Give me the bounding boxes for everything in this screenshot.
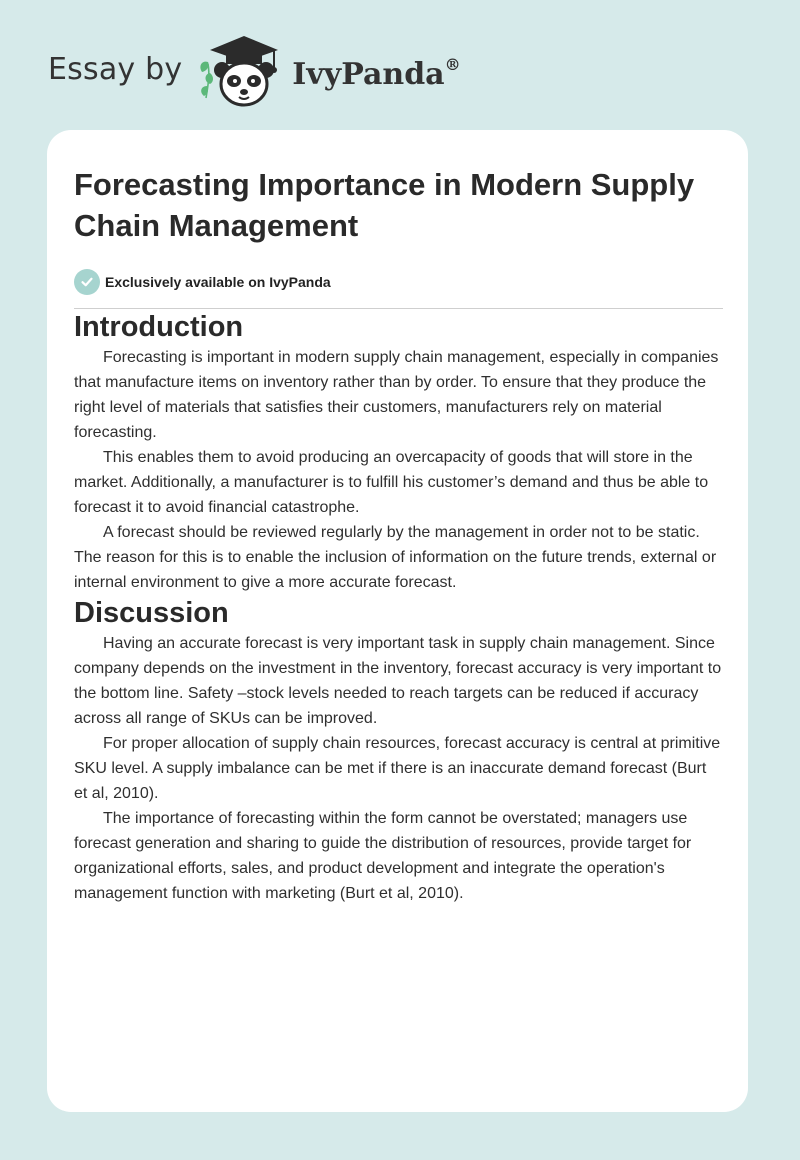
paragraph: For proper allocation of supply chain resources, forecast accuracy is central at primitive SKU level. A supply imbalance can be met if there is an inaccurate demand forecast (Burt et al, 2010). (74, 735, 721, 802)
essay-title: Forecasting Importance in Modern Supply Chain Management (74, 167, 695, 243)
site-header (48, 34, 461, 110)
essay-by-label: Essay by (48, 51, 183, 87)
section-heading-discussion: Discussion (74, 597, 229, 629)
brand-name[interactable] (292, 54, 461, 92)
paragraph: The importance of forecasting within the form cannot be overstated; managers use forecast generation and sharing to guide the distribution of resources, provide target for organizational efforts, sales, and product development and integrate the operation's management function with marketing (Burt et al, 2010). (74, 810, 692, 902)
registered-mark: ® (444, 54, 461, 74)
paragraph: Having an accurate forecast is very important task in supply chain management. Since company depends on the investment in the inventory, forecast accuracy is very important to the bottom line. Safety –stock levels needed to reach targets can be reduced if accuracy across all range of SKUs can be improved. (74, 635, 722, 727)
check-circle-icon (74, 269, 100, 295)
essay-content (74, 164, 723, 906)
section-heading-introduction: Introduction (74, 311, 244, 343)
brand-name-text: IvyPanda (292, 56, 445, 92)
paragraph: A forecast should be reviewed regularly by the management in order not to be static. The reason for this is to enable the inclusion of information on the future trends, external or internal environment to give a more accurate forecast. (74, 524, 717, 591)
exclusive-badge (74, 268, 723, 296)
paragraph: This enables them to avoid producing an overcapacity of goods that will store in the market. Additionally, a manufacturer is to fulfill his customer’s demand and thus be able to forecast it to avoid financial catastrophe. (74, 449, 709, 516)
panda-graduation-cap-logo-icon[interactable] (196, 34, 286, 110)
exclusive-label: Exclusively available on IvyPanda (105, 274, 331, 290)
essay-card (47, 130, 748, 1112)
paragraph: Forecasting is important in modern supply chain management, especially in companies that manufacture items on inventory rather than by order. To ensure that they produce the right level of materials that satisfies their customers, manufacturers rely on material forecasting. (74, 349, 719, 441)
